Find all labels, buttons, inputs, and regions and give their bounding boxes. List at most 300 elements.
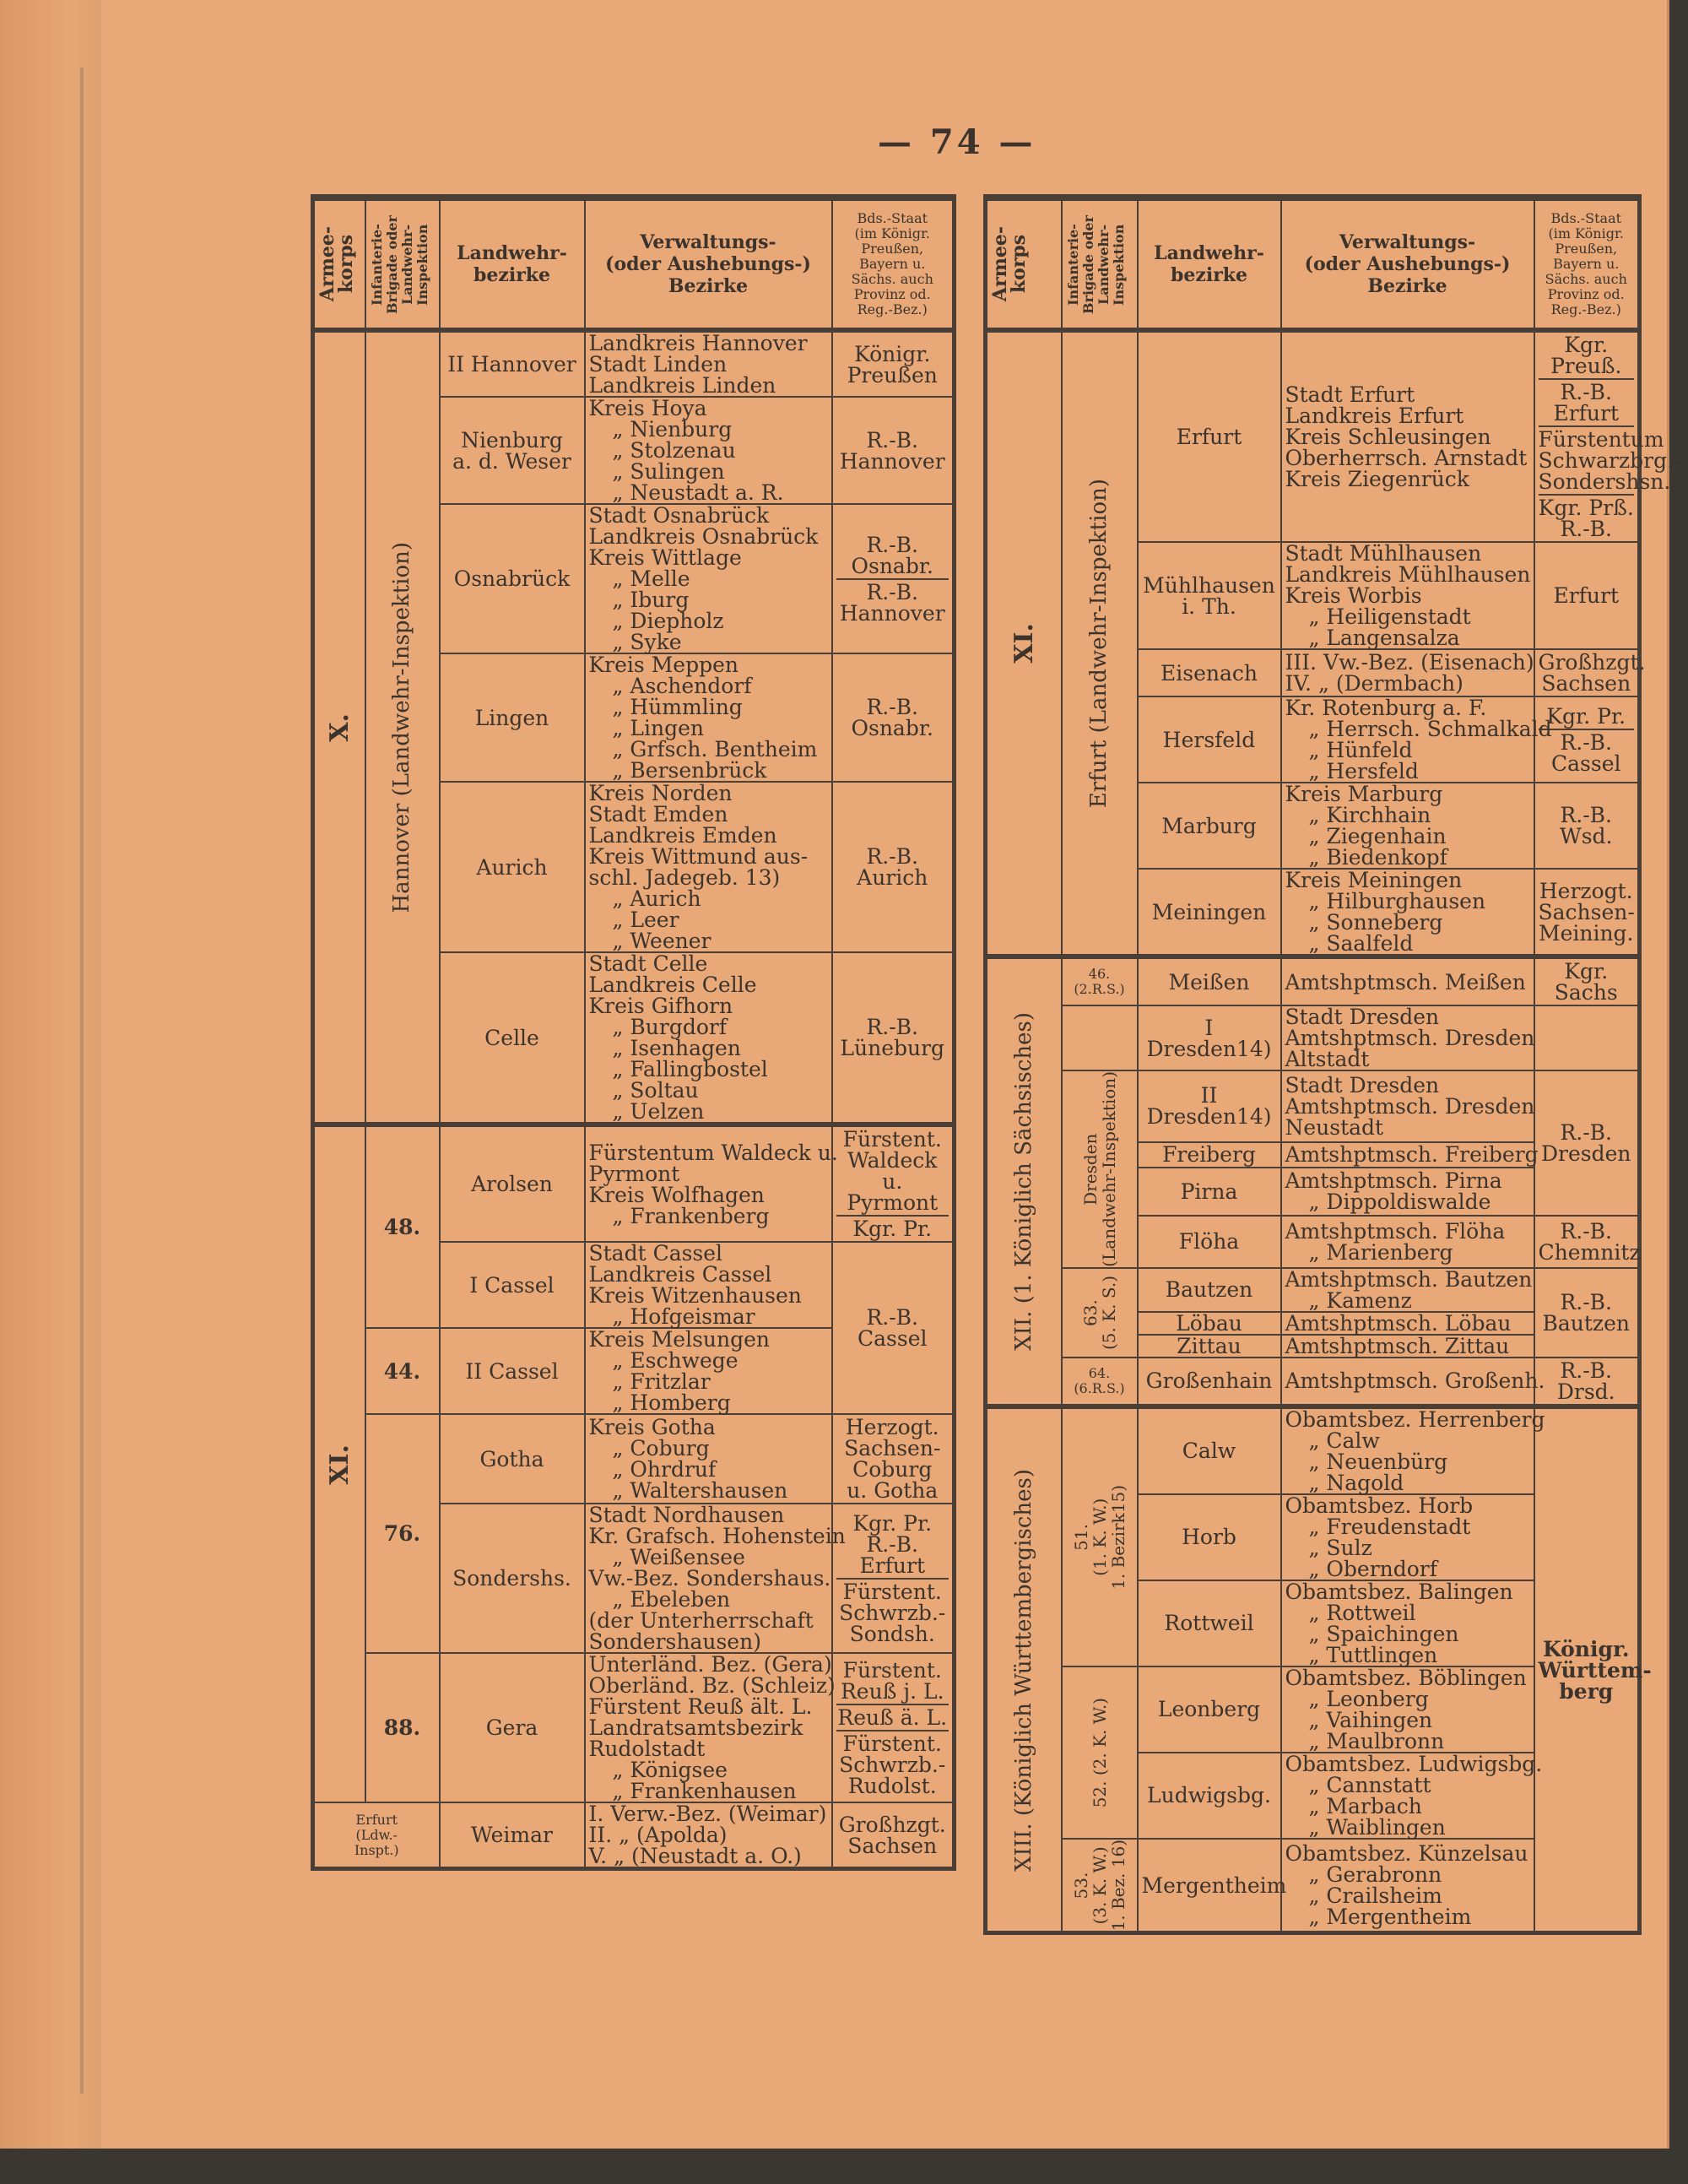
staat-entry: Kgr. Sachs — [1554, 959, 1618, 1005]
verwaltung-line: „ Heiligenstadt — [1308, 604, 1471, 629]
verwaltung-line: Obamtsbez. Ludwigsbg. — [1285, 1751, 1543, 1776]
verwaltung-cell — [1281, 1005, 1534, 1070]
staat-entry: Fürstentum Schwarzbrg.- Sondershsn. — [1538, 427, 1681, 494]
landwehr-bezirk: Zittau — [1138, 1335, 1281, 1358]
brigade-text: 63. (5. K. S.) — [1079, 1275, 1119, 1350]
staat-cell — [1534, 1358, 1640, 1406]
korps-xi — [313, 1125, 365, 1802]
korps-xi-right-text: XI. — [1009, 623, 1039, 664]
verwaltung-line: „ Aurich — [612, 886, 701, 911]
verwaltung-cell — [585, 1328, 832, 1414]
verwaltung-line: Kreis Norden — [588, 781, 733, 805]
staat-cell: Königr. Württem- berg — [1534, 1406, 1640, 1933]
header-korps: Armee- korps — [986, 198, 1062, 330]
verwaltung-cell — [1281, 1268, 1534, 1312]
verwaltung-line: „ Hofgeismar — [612, 1304, 755, 1329]
header-verwaltung: Verwaltungs- (oder Aushebungs-) Bezirke — [585, 198, 832, 330]
verwaltung-line: schl. Jadegeb. 13) — [588, 865, 781, 890]
verwaltung-line: Rudolstadt — [588, 1737, 706, 1761]
landwehr-bezirk: Gotha — [440, 1414, 585, 1504]
table-row — [313, 1653, 955, 1802]
verwaltung-line: Stadt Nordhausen — [588, 1503, 785, 1527]
verwaltung-line: Kreis Wittlage — [588, 545, 742, 570]
landwehr-bezirk: Rottweil — [1138, 1580, 1281, 1666]
verwaltung-line: Landratsamtsbezirk — [588, 1715, 803, 1740]
verwaltung-line: Landkreis Mühlhausen — [1285, 562, 1531, 587]
landwehr-bezirk: Osnabrück — [440, 504, 585, 653]
verwaltung-cell — [585, 1414, 832, 1504]
verwaltung-line: „ Burgdorf — [612, 1015, 728, 1039]
verwaltung-line: Kr. Rotenburg a. F. — [1285, 696, 1487, 720]
landwehr-bezirk: Flöha — [1138, 1216, 1281, 1268]
staat-entry: Kgr. Pr. — [852, 1217, 933, 1241]
landwehr-bezirk: Eisenach — [1138, 649, 1281, 696]
verwaltung-cell — [1281, 1358, 1545, 1406]
verwaltung-cell — [585, 330, 832, 397]
staat-cell — [832, 330, 955, 397]
verwaltung-line: „ Hümmling — [612, 695, 743, 719]
verwaltung-cell — [585, 1125, 838, 1242]
staat-entry: R.-B. Chemnitz — [1538, 1218, 1641, 1265]
verwaltung-line: Landkreis Emden — [588, 823, 777, 848]
korps-x-text: X. — [324, 713, 354, 742]
staat-entry: Großhzgt. Sachsen — [1538, 650, 1646, 696]
staat-entry: Kgr. Preuß. — [1539, 333, 1635, 380]
brigade-text: 52. (2. K. W.) — [1089, 1697, 1110, 1807]
verwaltung-cell — [1281, 1494, 1534, 1580]
verwaltung-line: Obamtsbez. Herrenberg — [1285, 1406, 1545, 1432]
staat-cell — [832, 1125, 955, 1242]
staat-entry: R.-B. Hannover — [839, 427, 945, 474]
verwaltung-cell — [585, 782, 832, 952]
staat-cell — [832, 1504, 955, 1653]
staat-entry: Erfurt — [1553, 583, 1620, 608]
korps-xii — [986, 957, 1062, 1406]
inspektion-erfurt — [1062, 330, 1138, 957]
staat-entry: R.-B. Hannover — [839, 579, 945, 626]
header-brigade: Infanterie- Brigade oder Landwehr- Inspektion — [1062, 198, 1138, 330]
verwaltung-line: Landkreis Osnabrück — [588, 524, 819, 549]
verwaltung-line: (der Unterherrschaft — [588, 1608, 814, 1633]
verwaltung-line: Landkreis Erfurt — [1285, 404, 1464, 428]
verwaltung-line: „ Leonberg — [1308, 1686, 1429, 1711]
verwaltung-line: Obamtsbez. Böblingen — [1285, 1665, 1527, 1690]
verwaltung-line: Landkreis Cassel — [588, 1262, 772, 1287]
header-brigade: Infanterie- Brigade oder Landwehr- Inspektion — [365, 198, 440, 330]
header-verwaltung: Verwaltungs- (oder Aushebungs-) Bezirke — [1281, 198, 1534, 330]
landwehr-bezirk: Meißen — [1138, 957, 1281, 1005]
verwaltung-cell — [585, 504, 832, 653]
verwaltung-cell — [585, 1652, 836, 1803]
header-landwehr: Landwehr- bezirke — [1138, 198, 1281, 330]
verwaltung-line: „ Melle — [612, 566, 690, 591]
verwaltung-line: „ Lingen — [612, 716, 704, 740]
landwehr-bezirk: Lingen — [440, 653, 585, 782]
table-row — [986, 1358, 1640, 1406]
landwehr-bezirk: Meiningen — [1138, 869, 1281, 957]
staat-cell — [832, 1653, 955, 1802]
landwehr-bezirk: Arolsen — [440, 1125, 585, 1242]
verwaltung-line: Kreis Marburg — [1285, 782, 1443, 806]
brigade-cell — [1062, 1839, 1138, 1933]
verwaltung-line: I. Verw.-Bez. (Weimar) — [588, 1802, 827, 1826]
verwaltung-line: „ Fritzlar — [612, 1369, 711, 1394]
staat-entry: R.-B. Osnabr. — [851, 695, 933, 740]
landwehr-bezirk: Leonberg — [1138, 1666, 1281, 1753]
brigade-cell — [1062, 1005, 1138, 1070]
landwehr-bezirk: Ludwigsbg. — [1138, 1753, 1281, 1839]
verwaltung-line: Landkreis Linden — [588, 373, 776, 398]
staat-cell — [832, 1414, 955, 1504]
table-row — [986, 1406, 1640, 1494]
table-row — [986, 957, 1640, 1005]
verwaltung-line: „ Rottweil — [1308, 1600, 1416, 1625]
staat-entry: Fürstent. Schwrzb.- Sondsh. — [839, 1579, 946, 1646]
landwehr-bezirk: II Dresden14) — [1138, 1070, 1281, 1142]
verwaltung-line: Kreis Ziegenrück — [1285, 467, 1469, 491]
staat-cell — [832, 1242, 955, 1414]
table-row — [313, 1802, 955, 1869]
verwaltung-line: Amtshptmsch. Dresden — [1285, 1093, 1535, 1119]
verwaltung-line: „ Grfsch. Bentheim — [612, 737, 818, 761]
verwaltung-line: „ Weißensee — [612, 1545, 745, 1569]
staat-entry: R.-B. Bautzen — [1542, 1289, 1630, 1336]
brigade-cell — [1062, 1070, 1138, 1268]
verwaltung-line: „ Vaihingen — [1308, 1707, 1433, 1732]
verwaltung-line: „ Neustadt a. R. — [612, 480, 784, 505]
verwaltung-line: „ Marienberg — [1308, 1239, 1453, 1265]
verwaltung-line: „ Sonneberg — [1308, 910, 1443, 935]
verwaltung-cell — [1281, 1839, 1534, 1933]
brigade-text: 53. (3. K. W.) 1. Bez. 16) — [1070, 1839, 1128, 1932]
verwaltung-line: „ Uelzen — [612, 1099, 705, 1124]
verwaltung-cell — [1281, 542, 1534, 649]
landwehr-bezirk: Hersfeld — [1138, 696, 1281, 783]
verwaltung-line: „ Homberg — [612, 1390, 731, 1415]
verwaltung-cell — [1281, 783, 1534, 869]
inspektion-hannover — [365, 330, 440, 1125]
table-row — [986, 1070, 1640, 1142]
verwaltung-line: Pyrmont — [588, 1161, 680, 1186]
staat-cell — [1534, 869, 1640, 957]
verwaltung-line: Kreis Wittmund aus- — [588, 844, 809, 869]
landwehr-bezirk: Löbau — [1138, 1312, 1281, 1335]
verwaltung-line: Amtshptmsch. Meißen — [1285, 969, 1526, 994]
verwaltung-line: „ Sulingen — [612, 459, 725, 484]
staat-cell — [832, 397, 955, 504]
table-row — [313, 1414, 955, 1504]
landwehr-bezirk: Nienburg a. d. Weser — [440, 397, 585, 504]
page-number: — 74 — — [878, 122, 1036, 162]
left-table — [311, 194, 956, 1871]
staat-entry: R.-B. Lüneburg — [840, 1015, 945, 1060]
verwaltung-line: Sondershausen) — [588, 1629, 761, 1654]
verwaltung-line: „ Eschwege — [612, 1348, 738, 1373]
verwaltung-line: Kreis Meppen — [588, 653, 738, 677]
verwaltung-line: „ Nienburg — [612, 417, 733, 442]
landwehr-bezirk: Weimar — [440, 1802, 585, 1869]
verwaltung-line: Obamtsbez. Künzelsau — [1285, 1841, 1528, 1867]
verwaltung-line: „ Coburg — [612, 1436, 710, 1461]
korps-xii-text: XII. (1. Königlich Sächsisches) — [1010, 1011, 1036, 1351]
verwaltung-line: Kreis Melsungen — [588, 1327, 771, 1352]
verwaltung-line: „ Dippoldiswalde — [1308, 1190, 1491, 1215]
verwaltung-line: „ Oberndorf — [1308, 1556, 1438, 1581]
landwehr-bezirk: Erfurt — [1138, 330, 1281, 542]
erfurt-inspektion: Erfurt (Ldw.- Inspt.) — [313, 1802, 440, 1869]
verwaltung-line: Amtshptmsch. Löbau — [1285, 1310, 1512, 1336]
verwaltung-line: II. „ (Apolda) — [588, 1823, 728, 1847]
table-row — [986, 1268, 1640, 1312]
verwaltung-line: „ Fallingbostel — [612, 1057, 768, 1081]
verwaltung-line: „ Herrsch. Schmalkald — [1308, 717, 1552, 741]
verwaltung-cell — [1281, 1580, 1534, 1666]
verwaltung-line: „ Isenhagen — [612, 1036, 741, 1060]
verwaltung-line: „ Neuenbürg — [1308, 1449, 1448, 1474]
brigade-cell — [1062, 1406, 1138, 1666]
landwehr-bezirk: Mühlhausen i. Th. — [1138, 542, 1281, 649]
staat-cell — [832, 504, 955, 653]
staat-cell — [832, 782, 955, 952]
verwaltung-line: Kreis Meiningen — [1285, 868, 1463, 892]
verwaltung-line: „ Crailsheim — [1308, 1883, 1442, 1909]
verwaltung-cell — [1281, 649, 1534, 696]
verwaltung-line: „ Soltau — [612, 1078, 699, 1103]
verwaltung-cell — [585, 653, 832, 782]
verwaltung-line: Stadt Osnabrück — [588, 503, 770, 528]
verwaltung-line: „ Aschendorf — [612, 674, 752, 698]
verwaltung-line: „ Hünfeld — [1308, 738, 1413, 762]
staat-entry: Kgr. Pr. — [1539, 704, 1635, 730]
landwehr-bezirk: Pirna — [1138, 1168, 1281, 1216]
inspektion-erfurt-text: Erfurt (Landwehr-Inspektion) — [1086, 478, 1112, 809]
staat-cell — [832, 653, 955, 782]
verwaltung-line: Stadt Cassel — [588, 1241, 723, 1265]
staat-cell — [832, 952, 955, 1125]
verwaltung-line: Kreis Wolfhagen — [588, 1182, 765, 1207]
verwaltung-line: „ Frankenberg — [612, 1203, 770, 1228]
landwehr-bezirk: Freiberg — [1138, 1142, 1281, 1168]
verwaltung-cell — [585, 1242, 832, 1328]
staat-entry: Fürstent. Waldeck u. Pyrmont — [836, 1127, 950, 1217]
verwaltung-line: Stadt Erfurt — [1285, 382, 1415, 407]
verwaltung-line: „ Cannstatt — [1308, 1772, 1431, 1797]
verwaltung-line: Stadt Emden — [588, 802, 728, 826]
landwehr-bezirk: Marburg — [1138, 783, 1281, 869]
verwaltung-line: Fürstent Reuß ält. L. — [588, 1694, 813, 1719]
staat-entry: R.-B. Cassel — [858, 1305, 928, 1351]
staat-entry: Fürstent. Schwrzb.- Rudolst. — [839, 1731, 946, 1798]
verwaltung-cell — [1281, 1406, 1545, 1495]
korps-xiii — [986, 1406, 1062, 1933]
brigade-cell: 46.(2.R.S.) — [1062, 957, 1138, 1005]
staat-entry: R.-B. Drsd. — [1556, 1358, 1615, 1404]
korps-x — [313, 330, 365, 1125]
staat-cell — [1534, 1070, 1640, 1216]
table-row — [986, 1005, 1640, 1070]
landwehr-bezirk: I Dresden14) — [1138, 1005, 1281, 1070]
brigade-cell: 88. — [365, 1653, 440, 1802]
verwaltung-cell — [585, 1503, 846, 1654]
verwaltung-line: „ Stolzenau — [612, 438, 736, 463]
verwaltung-line: IV. „ (Dermbach) — [1285, 671, 1463, 696]
verwaltung-cell — [585, 1802, 832, 1869]
verwaltung-line: „ Marbach — [1308, 1793, 1422, 1818]
verwaltung-cell — [1281, 1335, 1534, 1358]
korps-xi-text: XI. — [324, 1444, 354, 1485]
verwaltung-line: „ Tuttlingen — [1308, 1642, 1438, 1667]
landwehr-bezirk: Calw — [1138, 1406, 1281, 1494]
table-row — [313, 330, 955, 397]
verwaltung-line: Oberländ. Bz. (Schleiz) — [588, 1673, 836, 1698]
landwehr-bezirk: Aurich — [440, 782, 585, 952]
staat-entry: R.-B. Erfurt — [1539, 380, 1635, 427]
staat-cell — [1534, 330, 1681, 542]
verwaltung-line: V. „ (Neustadt a. O.) — [588, 1844, 802, 1868]
verwaltung-line: „ Bersenbrück — [612, 758, 767, 783]
verwaltung-cell — [1281, 1070, 1534, 1142]
staat-entry: R.-B. Dresden — [1540, 1120, 1631, 1167]
verwaltung-line: Amtshptmsch. Dresden — [1285, 1026, 1535, 1050]
verwaltung-line: Landkreis Hannover — [588, 331, 808, 355]
staat-entry: R.-B. Aurich — [857, 844, 928, 890]
header-korps: Armee- korps — [313, 198, 365, 330]
verwaltung-line: „ Saalfeld — [1308, 931, 1414, 956]
staat-cell — [1534, 1005, 1640, 1070]
landwehr-bezirk: Celle — [440, 952, 585, 1125]
verwaltung-line: „ Weener — [612, 929, 711, 953]
landwehr-bezirk: II Hannover — [440, 330, 585, 397]
verwaltung-line: „ Frankenhausen — [612, 1779, 797, 1803]
staat-entry: Reuß ä. L. — [837, 1704, 948, 1730]
verwaltung-line: Fürstentum Waldeck u. — [588, 1140, 838, 1165]
verwaltung-line: „ Hilburghausen — [1308, 889, 1486, 913]
verwaltung-line: Altstadt — [1285, 1047, 1370, 1071]
verwaltung-line: Obamtsbez. Horb — [1285, 1493, 1474, 1518]
verwaltung-line: „ Diepholz — [612, 609, 724, 633]
verwaltung-line: Stadt Dresden — [1285, 1072, 1440, 1097]
staat-entry: Kgr. Prß. R.-B. — [1538, 496, 1634, 541]
staat-entry: Herzogt. Sachsen- Coburg u. Gotha — [844, 1415, 941, 1503]
verwaltung-line: Stadt Linden — [588, 352, 728, 377]
staat-entry: Kgr. Pr. R.-B. Erfurt — [836, 1511, 950, 1580]
verwaltung-line: „ Ebeleben — [612, 1587, 731, 1612]
staat-cell — [832, 1802, 955, 1869]
verwaltung-line: „ Waltershausen — [612, 1478, 788, 1503]
brigade-cell: 76. — [365, 1414, 440, 1653]
landwehr-bezirk: Großenhain — [1138, 1358, 1281, 1406]
staat-entry: Fürstent. Reuß j. L. — [836, 1658, 950, 1705]
verwaltung-line: Obamtsbez. Balingen — [1285, 1579, 1513, 1604]
landwehr-bezirk: I Cassel — [440, 1242, 585, 1328]
verwaltung-line: „ Spaichingen — [1308, 1621, 1459, 1646]
verwaltung-line: Amtshptmsch. Freiberg — [1285, 1142, 1539, 1168]
staat-entry: Herzogt. Sachsen- Meining. — [1538, 878, 1635, 946]
staat-cell — [1534, 649, 1646, 696]
verwaltung-cell — [1281, 1168, 1534, 1216]
header-staat: Bds.-Staat (im Königr. Preußen, Bayern u. Sächs. auch Provinz od. Reg.-Bez.) — [1534, 198, 1640, 330]
verwaltung-line: Landkreis Celle — [588, 973, 757, 997]
brigade-cell — [1062, 1268, 1138, 1358]
header-landwehr: Landwehr- bezirke — [440, 198, 585, 330]
right-table — [983, 194, 1681, 1935]
staat-entry: R.-B. Osnabr. — [836, 533, 950, 580]
landwehr-bezirk: Bautzen — [1138, 1268, 1281, 1312]
verwaltung-line: Kreis Hoya — [588, 396, 707, 420]
verwaltung-line: Kreis Gifhorn — [588, 994, 733, 1018]
table-row — [986, 330, 1640, 542]
verwaltung-cell — [1281, 1216, 1534, 1268]
verwaltung-line: Amtshptmsch. Pirna — [1285, 1168, 1502, 1194]
verwaltung-line: „ Königsee — [612, 1758, 728, 1782]
verwaltung-line: „ Langensalza — [1308, 626, 1460, 650]
verwaltung-line: Amtshptmsch. Flöha — [1285, 1218, 1506, 1244]
verwaltung-line: Unterländ. Bez. (Gera) — [588, 1652, 832, 1677]
verwaltung-cell — [1281, 330, 1534, 542]
verwaltung-cell — [1281, 696, 1552, 783]
verwaltung-line: Kreis Schleusingen — [1285, 425, 1491, 449]
verwaltung-line: „ Mergentheim — [1308, 1905, 1472, 1930]
page-edge — [0, 0, 101, 2149]
verwaltung-line: Oberherrsch. Arnstadt — [1285, 446, 1528, 470]
verwaltung-line: „ Hersfeld — [1308, 759, 1419, 783]
staat-entry — [1539, 1037, 1635, 1040]
landwehr-bezirk: Mergentheim — [1138, 1839, 1281, 1933]
verwaltung-line: „ Calw — [1308, 1428, 1380, 1453]
brigade-cell: 64.(6.R.S.) — [1062, 1358, 1138, 1406]
verwaltung-cell — [1281, 957, 1534, 1005]
verwaltung-line: Vw.-Bez. Sondershaus. — [588, 1566, 831, 1591]
verwaltung-line: III. Vw.-Bez. (Eisenach) — [1285, 650, 1534, 675]
staat-cell — [1534, 957, 1640, 1005]
verwaltung-line: „ Gerabronn — [1308, 1862, 1442, 1888]
korps-xiii-text: XIII. (Königlich Württembergisches) — [1010, 1468, 1036, 1872]
brigade-text: 51. (1. K. W.) 1. Bezirk15) — [1070, 1484, 1128, 1590]
inspektion-hannover-text: Hannover (Landwehr-Inspektion) — [389, 541, 414, 913]
landwehr-bezirk: II Cassel — [440, 1328, 585, 1414]
staat-entry: R.-B. Wsd. — [1560, 803, 1613, 848]
verwaltung-line: „ Leer — [612, 908, 679, 932]
staat-cell — [1534, 1268, 1640, 1358]
verwaltung-cell — [1281, 1666, 1534, 1753]
landwehr-bezirk: Gera — [440, 1653, 585, 1802]
verwaltung-line: Neustadt — [1285, 1114, 1384, 1140]
verwaltung-cell — [1281, 1142, 1539, 1168]
verwaltung-line: Kreis Witzenhausen — [588, 1283, 802, 1308]
verwaltung-line: „ Iburg — [612, 588, 690, 612]
staat-entry: Königr. Preußen — [847, 341, 938, 387]
brigade-cell: 44. — [365, 1328, 440, 1414]
verwaltung-cell — [1281, 1751, 1543, 1840]
verwaltung-line: „ Biedenkopf — [1308, 845, 1447, 870]
korps-xi-right — [986, 330, 1062, 957]
verwaltung-line: Amtshptmsch. Zittau — [1285, 1333, 1510, 1358]
verwaltung-line: Kr. Grafsch. Hohenstein — [588, 1524, 846, 1548]
verwaltung-line: „ Freudenstadt — [1308, 1514, 1471, 1539]
verwaltung-line: Amtshptmsch. Bautzen — [1285, 1266, 1533, 1292]
verwaltung-line: Amtshptmsch. Großenh. — [1285, 1368, 1545, 1394]
verwaltung-line: „ Kirchhain — [1308, 803, 1431, 827]
staat-cell — [1534, 783, 1640, 869]
staat-cell — [1534, 1216, 1640, 1268]
verwaltung-cell — [1281, 869, 1534, 957]
brigade-text: Dresden (Landwehr-Inspektion) — [1079, 1071, 1119, 1267]
landwehr-bezirk: Horb — [1138, 1494, 1281, 1580]
brigade-cell — [1062, 1666, 1138, 1839]
verwaltung-line: „ Sulz — [1308, 1535, 1372, 1560]
verwaltung-line: Stadt Dresden — [1285, 1005, 1440, 1029]
verwaltung-cell — [585, 952, 832, 1125]
